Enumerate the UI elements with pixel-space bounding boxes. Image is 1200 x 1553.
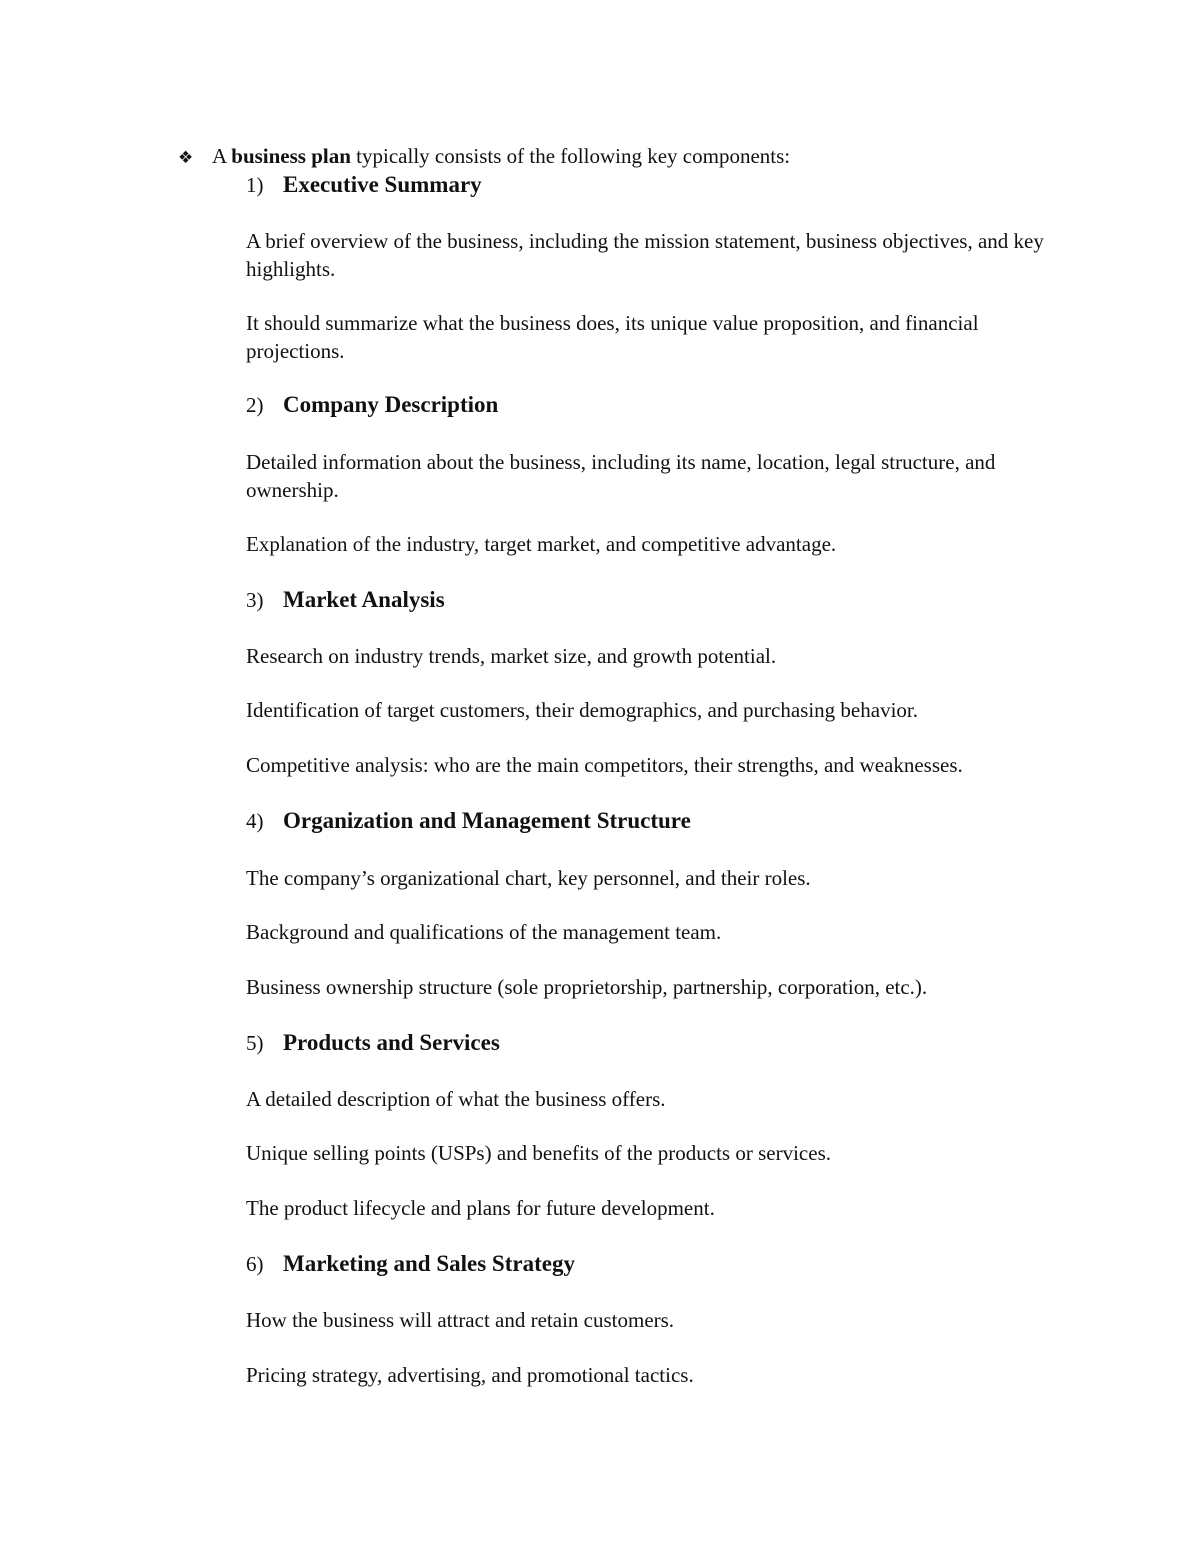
section-number: 2) [246, 393, 264, 417]
section-heading [246, 806, 691, 836]
intro-prefix: A [212, 144, 227, 168]
section-paragraph: Business ownership structure (sole proprietorship, partnership, corporation, etc.). [246, 975, 928, 999]
section-paragraph: Pricing strategy, advertising, and promotional tactics. [246, 1363, 694, 1387]
intro-bold-term: business plan [231, 144, 351, 168]
section-paragraph: How the business will attract and retain customers. [246, 1308, 675, 1332]
section-paragraph: A detailed description of what the business offers. [246, 1087, 666, 1111]
diamond-bullet-icon: ❖ [178, 148, 194, 168]
section-paragraph: Competitive analysis: who are the main competitors, their strengths, and weaknesses. [246, 753, 963, 777]
section-paragraph: Unique selling points (USPs) and benefits of the products or services. [246, 1141, 831, 1165]
section-paragraph: A brief overview of the business, including the mission statement, business objectives, and key highlights. [246, 229, 1044, 281]
section-paragraph: Detailed information about the business, including its name, location, legal structure, and ownership. [246, 450, 996, 502]
section-paragraph: It should summarize what the business does, its unique value proposition, and financial projections. [246, 311, 979, 363]
section-number: 5) [246, 1031, 264, 1055]
section-title: Executive Summary [283, 172, 482, 197]
section-title: Market Analysis [283, 587, 445, 612]
intro-line [178, 142, 790, 172]
section-paragraph: Background and qualifications of the management team. [246, 920, 722, 944]
section-heading [246, 1028, 500, 1058]
section-heading [246, 1249, 575, 1279]
section-heading [246, 390, 498, 420]
section-paragraph: Identification of target customers, their demographics, and purchasing behavior. [246, 698, 918, 722]
section-number: 3) [246, 588, 264, 612]
section-number: 1) [246, 173, 264, 197]
section-number: 4) [246, 809, 264, 833]
section-title: Products and Services [283, 1030, 500, 1055]
section-paragraph: The product lifecycle and plans for future development. [246, 1196, 715, 1220]
intro-rest: typically consists of the following key components: [356, 144, 791, 168]
section-heading [246, 170, 482, 200]
section-paragraph: The company’s organizational chart, key personnel, and their roles. [246, 866, 811, 890]
section-number: 6) [246, 1252, 264, 1276]
section-paragraph: Explanation of the industry, target market, and competitive advantage. [246, 532, 837, 556]
section-heading [246, 585, 445, 615]
section-paragraph: Research on industry trends, market size, and growth potential. [246, 644, 777, 668]
section-title: Organization and Management Structure [283, 808, 691, 833]
section-title: Company Description [283, 392, 499, 417]
section-title: Marketing and Sales Strategy [283, 1251, 575, 1276]
